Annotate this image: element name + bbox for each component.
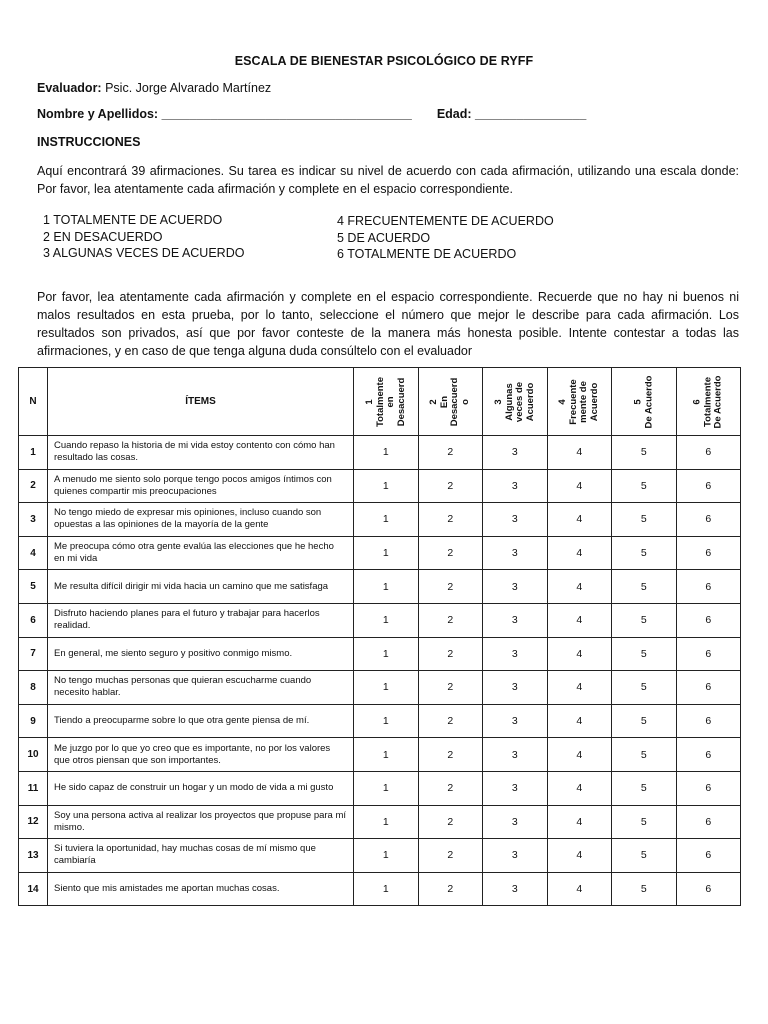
column-header-line: 3: [492, 398, 504, 405]
response-option[interactable]: 4: [547, 872, 612, 906]
response-option[interactable]: 6: [676, 536, 741, 570]
response-option[interactable]: 5: [612, 503, 677, 537]
response-option[interactable]: 3: [483, 704, 548, 738]
scale-option: 5 DE ACUERDO: [337, 230, 431, 245]
item-statement: Si tuviera la oportunidad, hay muchas cosas de mí mismo que cambiaría: [48, 839, 354, 873]
response-option[interactable]: 4: [547, 637, 612, 671]
table-row: [19, 839, 741, 873]
column-header-line: 2: [428, 398, 440, 405]
column-header-line: De Acuerdo: [712, 375, 724, 428]
item-number: 14: [19, 872, 48, 906]
item-number: 3: [19, 503, 48, 537]
response-option[interactable]: 2: [418, 839, 483, 873]
scale-option: 4 FRECUENTEMENTE DE ACUERDO: [337, 214, 554, 228]
intro-paragraph: Aquí encontrará 39 afirmaciones. Su tarea es indicar su nivel de acuerdo con cada afirmación, utilizando una escala donde: Por favor, lea atentamente cada afirmación y complete en el espacio correspondiente.: [37, 164, 739, 196]
item-statement: Disfruto haciendo planes para el futuro y trabajar para hacerlos realidad.: [48, 603, 354, 637]
column-header-line: 5: [632, 398, 644, 405]
response-option[interactable]: 5: [612, 771, 677, 805]
table-row: [19, 503, 741, 537]
scale-legend-right: [337, 213, 554, 263]
evaluator-label: Evaluador:: [37, 81, 102, 95]
table-row: [19, 671, 741, 705]
column-header-line: o: [459, 398, 471, 405]
response-option[interactable]: 4: [547, 469, 612, 503]
item-statement: Cuando repaso la historia de mi vida estoy contento con cómo han resultado las cosas.: [48, 436, 354, 470]
item-statement: No tengo muchas personas que quieran escucharme cuando necesito hablar.: [48, 671, 354, 705]
response-option[interactable]: 2: [418, 536, 483, 570]
response-option[interactable]: 6: [676, 805, 741, 839]
item-statement: No tengo miedo de expresar mis opiniones, incluso cuando son opuestas a las opiniones de la mayoría de la gente: [48, 503, 354, 537]
response-option[interactable]: 5: [612, 805, 677, 839]
response-option[interactable]: 3: [483, 805, 548, 839]
response-option[interactable]: 6: [676, 637, 741, 671]
item-number: 4: [19, 536, 48, 570]
response-option[interactable]: 2: [418, 436, 483, 470]
response-option[interactable]: 2: [418, 805, 483, 839]
response-option[interactable]: 6: [676, 839, 741, 873]
evaluator-line: [37, 81, 271, 95]
response-option[interactable]: 2: [418, 637, 483, 671]
response-option[interactable]: 3: [483, 839, 548, 873]
column-header-line: Acuerdo: [524, 382, 536, 421]
response-option[interactable]: 5: [612, 536, 677, 570]
name-label: Nombre y Apellidos:: [37, 107, 159, 121]
response-option[interactable]: 3: [483, 570, 548, 604]
response-option[interactable]: 5: [612, 436, 677, 470]
response-option[interactable]: 6: [676, 469, 741, 503]
response-option[interactable]: 1: [354, 805, 419, 839]
column-header-line: Desacuerd: [449, 377, 461, 426]
column-header-line: Acuerdo: [588, 382, 600, 421]
item-number: 1: [19, 436, 48, 470]
name-age-line: [37, 107, 586, 121]
table-row: [19, 872, 741, 906]
item-statement: Siento que mis amistades me aportan muchas cosas.: [48, 872, 354, 906]
item-statement: Tiendo a preocuparme sobre lo que otra gente piensa de mí.: [48, 704, 354, 738]
response-option[interactable]: 2: [418, 603, 483, 637]
column-header-line: Desacuerd: [395, 377, 407, 426]
item-statement: Me juzgo por lo que yo creo que es importante, no por los valores que otros piensan que son importantes.: [48, 738, 354, 772]
scale-legend-left: [43, 212, 244, 262]
column-header-option: [418, 368, 483, 436]
instructions-paragraph: Por favor, lea atentamente cada afirmación y complete en el espacio correspondiente. Recuerde que no hay ni buenos ni malos resultados en esta prueba, por lo tanto, seleccione el número que mejor le describe para cada afirmación. Los resultados son privados, así que por favor conteste de la manera más honesta posible. Intente contestar a todas las afirmaciones, y en caso de que tenga alguna duda consúltelo con el evaluador: [37, 290, 739, 358]
response-option[interactable]: 3: [483, 872, 548, 906]
response-option[interactable]: 5: [612, 839, 677, 873]
column-header-line: 6: [691, 398, 703, 405]
response-option[interactable]: 4: [547, 738, 612, 772]
document-title: ESCALA DE BIENESTAR PSICOLÓGICO DE RYFF: [234, 54, 534, 68]
table-row: [19, 603, 741, 637]
response-option[interactable]: 1: [354, 671, 419, 705]
response-option[interactable]: 6: [676, 603, 741, 637]
item-statement: He sido capaz de construir un hogar y un modo de vida a mi gusto: [48, 771, 354, 805]
response-option[interactable]: 1: [354, 637, 419, 671]
response-option[interactable]: 5: [612, 637, 677, 671]
response-option[interactable]: 5: [612, 469, 677, 503]
response-option[interactable]: 1: [354, 704, 419, 738]
response-option[interactable]: 4: [547, 536, 612, 570]
response-option[interactable]: 2: [418, 570, 483, 604]
item-statement: En general, me siento seguro y positivo conmigo mismo.: [48, 637, 354, 671]
response-option[interactable]: 4: [547, 805, 612, 839]
response-option[interactable]: 4: [547, 570, 612, 604]
response-option[interactable]: 3: [483, 738, 548, 772]
column-header-line: en: [384, 395, 396, 408]
response-option[interactable]: 6: [676, 738, 741, 772]
response-option[interactable]: 5: [612, 738, 677, 772]
response-option[interactable]: 6: [676, 771, 741, 805]
response-option[interactable]: 4: [547, 603, 612, 637]
item-number: 13: [19, 839, 48, 873]
response-option[interactable]: 3: [483, 671, 548, 705]
response-option[interactable]: 1: [354, 570, 419, 604]
item-number: 11: [19, 771, 48, 805]
table-row: [19, 637, 741, 671]
response-option[interactable]: 2: [418, 469, 483, 503]
response-option[interactable]: 5: [612, 872, 677, 906]
response-option[interactable]: 4: [547, 771, 612, 805]
table-row: [19, 704, 741, 738]
response-option[interactable]: 3: [483, 469, 548, 503]
column-header-option: [612, 368, 677, 436]
response-option[interactable]: 6: [676, 704, 741, 738]
column-header-line: mente de: [578, 380, 590, 423]
column-header-line: 1: [363, 398, 375, 405]
response-option[interactable]: 1: [354, 839, 419, 873]
item-number: 5: [19, 570, 48, 604]
column-header-line: 4: [557, 398, 569, 405]
response-option[interactable]: 2: [418, 704, 483, 738]
name-field[interactable]: ____________________________________: [161, 107, 412, 121]
column-header-line: Totalmente: [702, 376, 713, 427]
response-option[interactable]: 1: [354, 603, 419, 637]
response-option[interactable]: 6: [676, 872, 741, 906]
response-option[interactable]: 3: [483, 637, 548, 671]
response-option[interactable]: 5: [612, 704, 677, 738]
column-header-items: ÍTEMS: [48, 368, 354, 436]
response-option[interactable]: 4: [547, 436, 612, 470]
table-row: [19, 805, 741, 839]
response-option[interactable]: 1: [354, 436, 419, 470]
table-row: [19, 771, 741, 805]
table-header-row: [19, 368, 741, 436]
column-header-n: N: [19, 368, 48, 436]
scale-option: 2 EN DESACUERDO: [43, 229, 163, 244]
item-number: 9: [19, 704, 48, 738]
response-option[interactable]: 1: [354, 536, 419, 570]
column-header-option: [676, 368, 741, 436]
response-option[interactable]: 1: [354, 771, 419, 805]
items-table: [18, 367, 741, 906]
response-option[interactable]: 3: [483, 603, 548, 637]
column-header-line: Totalmente: [374, 376, 386, 427]
evaluator-value: Psic. Jorge Alvarado Martínez: [105, 81, 272, 95]
response-option[interactable]: 4: [547, 671, 612, 705]
response-option[interactable]: 1: [354, 738, 419, 772]
age-label: Edad:: [436, 107, 472, 121]
item-number: 2: [19, 469, 48, 503]
response-option[interactable]: 3: [483, 436, 548, 470]
response-option[interactable]: 2: [418, 503, 483, 537]
table-row: [19, 738, 741, 772]
response-option[interactable]: 4: [547, 503, 612, 537]
response-option[interactable]: 6: [676, 503, 741, 537]
item-statement: Me preocupa cómo otra gente evalúa las elecciones que he hecho en mi vida: [48, 536, 354, 570]
response-option[interactable]: 5: [612, 570, 677, 604]
item-statement: Me resulta difícil dirigir mi vida hacia un camino que me satisfaga: [48, 570, 354, 604]
response-option[interactable]: 3: [483, 771, 548, 805]
instructions-heading: INSTRUCCIONES: [37, 135, 141, 149]
item-statement: Soy una persona activa al realizar los proyectos que propuse para mí mismo.: [48, 805, 354, 839]
response-option[interactable]: 6: [676, 570, 741, 604]
table-row: [19, 469, 741, 503]
response-option[interactable]: 3: [483, 503, 548, 537]
scale-option: 6 TOTALMENTE DE ACUERDO: [337, 247, 517, 261]
item-number: 8: [19, 671, 48, 705]
column-header-line: Algunas: [503, 382, 515, 421]
table-row: [19, 436, 741, 470]
column-header-option: [354, 368, 419, 436]
column-header-line: veces de: [513, 381, 525, 422]
response-option[interactable]: 4: [547, 704, 612, 738]
response-option[interactable]: 1: [354, 469, 419, 503]
item-number: 6: [19, 603, 48, 637]
item-number: 7: [19, 637, 48, 671]
column-header-option: [547, 368, 612, 436]
age-field[interactable]: ________________: [475, 107, 587, 121]
scale-option: 1 TOTALMENTE DE ACUERDO: [43, 213, 223, 227]
response-option[interactable]: 2: [418, 771, 483, 805]
response-option[interactable]: 6: [676, 671, 741, 705]
response-option[interactable]: 3: [483, 536, 548, 570]
response-option[interactable]: 6: [676, 436, 741, 470]
response-option[interactable]: 2: [418, 872, 483, 906]
response-option[interactable]: 5: [612, 671, 677, 705]
item-number: 12: [19, 805, 48, 839]
item-number: 10: [19, 738, 48, 772]
column-header-line: De Acuerdo: [642, 375, 654, 428]
response-option[interactable]: 2: [418, 671, 483, 705]
table-row: [19, 536, 741, 570]
response-option[interactable]: 5: [612, 603, 677, 637]
column-header-line: Frecuente: [567, 378, 579, 425]
response-option[interactable]: 1: [354, 872, 419, 906]
table-row: [19, 570, 741, 604]
column-header-option: [483, 368, 548, 436]
scale-option: 3 ALGUNAS VECES DE ACUERDO: [43, 246, 245, 260]
response-option[interactable]: 4: [547, 839, 612, 873]
response-option[interactable]: 1: [354, 503, 419, 537]
item-statement: A menudo me siento solo porque tengo pocos amigos íntimos con quienes compartir mis preocupaciones: [48, 469, 354, 503]
column-header-line: En: [438, 395, 450, 408]
response-option[interactable]: 2: [418, 738, 483, 772]
